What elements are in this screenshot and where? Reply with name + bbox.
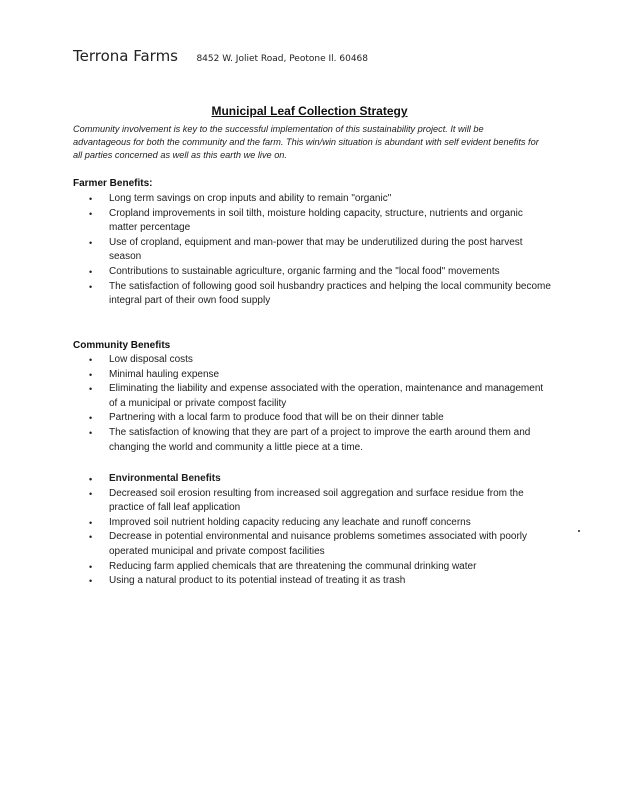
list-item: • Reducing farm applied chemicals that are threatening the communal drinking water <box>89 560 554 575</box>
list-item: • Contributions to sustainable agriculture, organic farming and the "local food" movements <box>89 265 554 280</box>
list-item: • Use of cropland, equipment and man-power that may be underutilized during the post harvest season <box>89 236 554 265</box>
community-benefits-list <box>89 353 554 455</box>
list-item: • The satisfaction of following good soil husbandry practices and helping the local community become integral part of their own food supply <box>89 280 554 309</box>
environmental-benefits-heading: • Environmental Benefits <box>89 472 554 487</box>
list-item: • Minimal hauling expense <box>89 368 554 383</box>
farmer-benefits-heading: Farmer Benefits: <box>73 178 153 189</box>
company-name: Terrona Farms <box>73 47 178 65</box>
community-benefits-heading: Community Benefits <box>73 340 171 351</box>
intro-paragraph: Community involvement is key to the successful implementation of this sustainability project. It will be advantageous for both the community and the farm. This win/win situation is abundant with self evident benefits for all parties concerned as well as this earth we live on. <box>73 124 539 160</box>
list-item: • Long term savings on crop inputs and ability to remain "organic" <box>89 192 554 207</box>
company-address: 8452 W. Joliet Road, Peotone Il. 60468 <box>196 54 368 64</box>
environmental-benefits-list <box>89 472 554 589</box>
list-item: • Eliminating the liability and expense associated with the operation, maintenance and management of a municipal or private compost facility <box>89 382 554 411</box>
list-item: • Cropland improvements in soil tilth, moisture holding capacity, structure, nutrients and organic matter percentage <box>89 207 554 236</box>
list-item: • Low disposal costs <box>89 353 554 368</box>
list-item: • Decreased soil erosion resulting from increased soil aggregation and surface residue from the practice of fall leaf application <box>89 487 554 516</box>
list-item: • Using a natural product to its potential instead of treating it as trash <box>89 574 554 589</box>
list-item: • Decrease in potential environmental and nuisance problems sometimes associated with poorly operated municipal and private compost facilities <box>89 530 554 559</box>
document-title: Municipal Leaf Collection Strategy <box>211 104 408 118</box>
letterhead <box>73 47 368 66</box>
farmer-benefits-list <box>89 192 554 309</box>
list-item: • Partnering with a local farm to produce food that will be on their dinner table <box>89 411 554 426</box>
stray-mark <box>578 530 580 532</box>
list-item: • The satisfaction of knowing that they are part of a project to improve the earth around them and changing the world and community a little piece at a time. <box>89 426 554 455</box>
list-item: • Improved soil nutrient holding capacity reducing any leachate and runoff concerns <box>89 516 554 531</box>
